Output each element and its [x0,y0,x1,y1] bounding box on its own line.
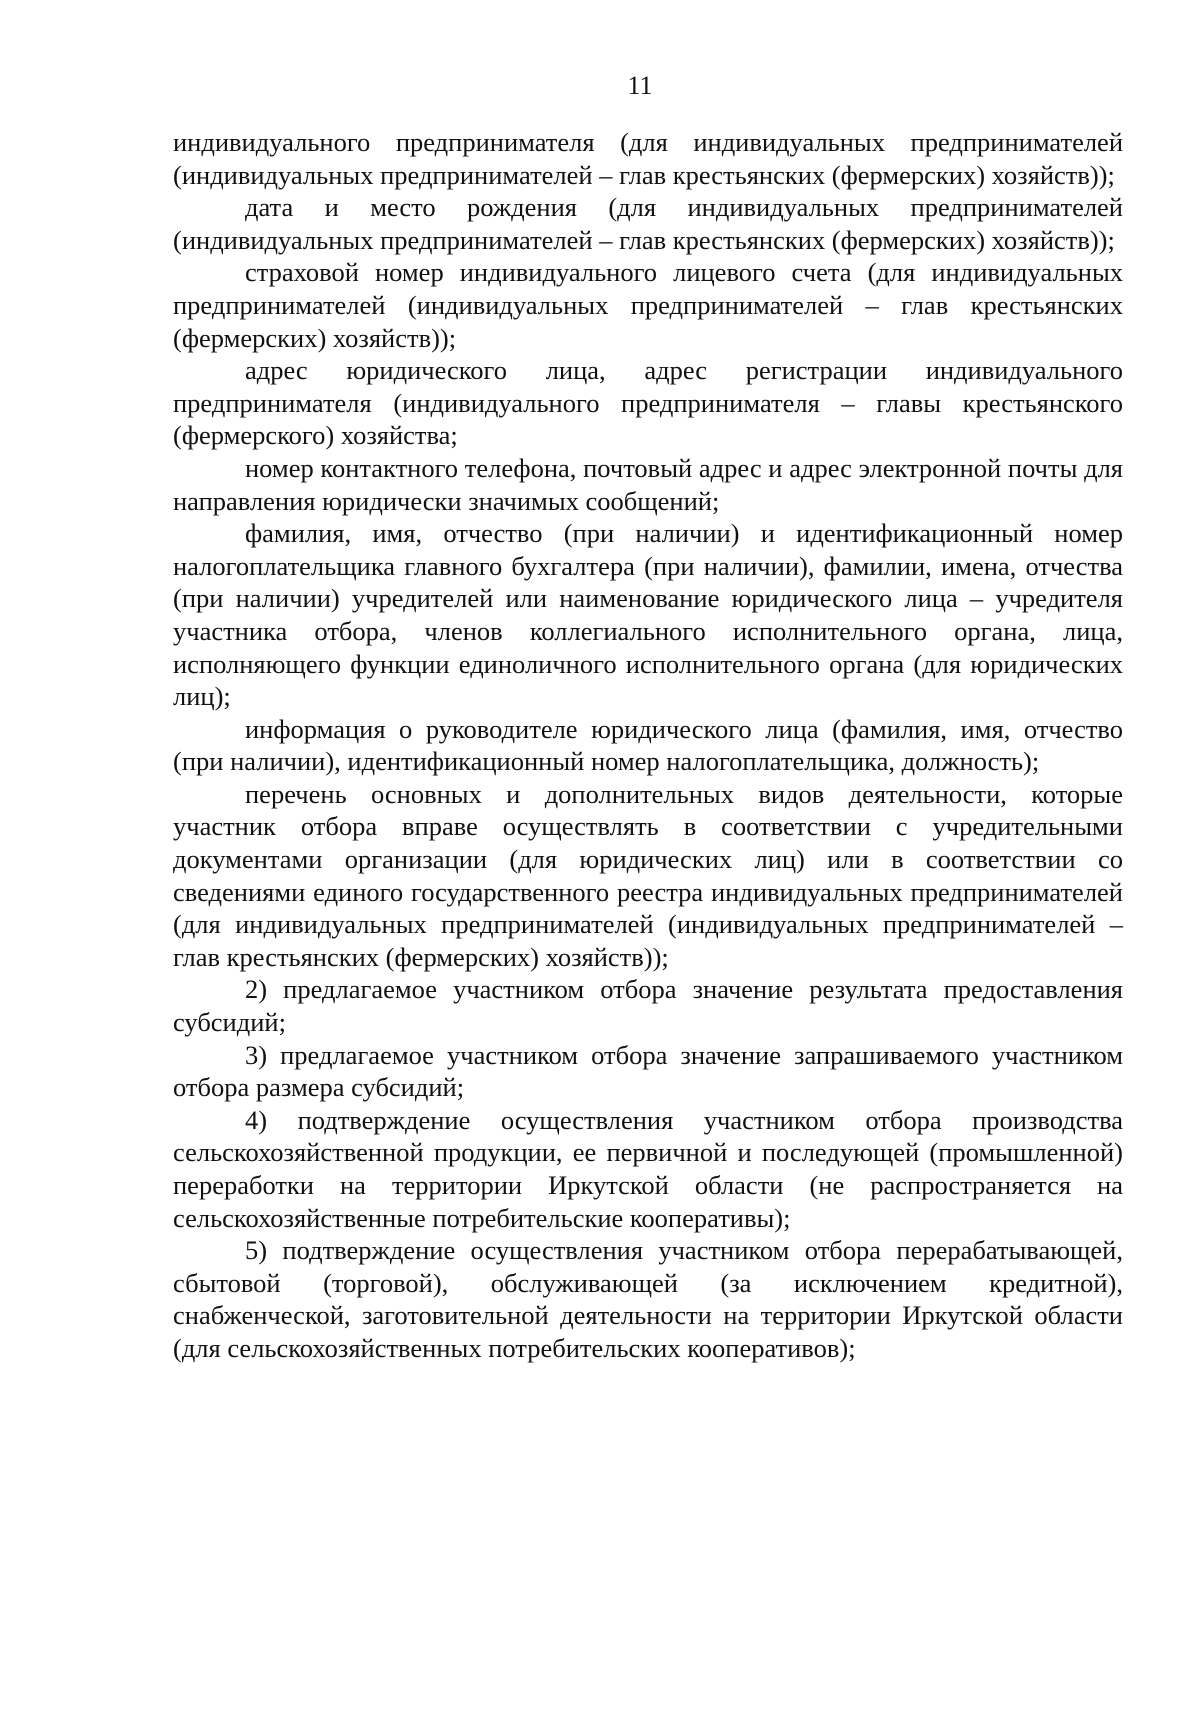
paragraph-item-4: 4) подтверждение осуществления участником отбора производства сельскохозяйственной продукции, ее первичной и последующей (промышленной) переработки на территории Иркутской области (не распространяется на сельскохозяйственные потребительские кооперативы); [173,1104,1123,1233]
paragraph-item-3: 3) предлагаемое участником отбора значение запрашиваемого участником отбора размера субсидий; [173,1039,1123,1103]
paragraph-activity-types: перечень основных и дополнительных видов деятельности, которые участник отбора вправе осуществлять в соответствии с учредительными документами организации (для юридических лиц) или в соответствии со сведениями единого государственного реестра индивидуальных предпринимателей (для индивидуальных предпринимателей (индивидуальных предпринимателей – глав крестьянских (фермерских) хозяйств)); [173,778,1123,972]
paragraph-insurance-number: страховой номер индивидуального лицевого счета (для индивидуальных предпринимателей (индивидуальных предпринимателей – глав крестьянских (фермерских) хозяйств)); [173,257,1123,353]
paragraph-birth-date-place: дата и место рождения (для индивидуальных предпринимателей (индивидуальных предпринимателей – глав крестьянских (фермерских) хозяйств)); [173,192,1123,255]
paragraph-contact-info: номер контактного телефона, почтовый адрес и адрес электронной почты для направления юридически значимых сообщений; [173,452,1123,516]
paragraph-accountant-founders: фамилия, имя, отчество (при наличии) и идентификационный номер налогоплательщика главного бухгалтера (при наличии), фамилии, имена, отчества (при наличии) учредителей или наименование юридического лица – учредителя участника отбора, членов коллегиального исполнительного органа, лица, исполняющего функции единоличного исполнительного органа (для юридических лиц); [173,518,1123,712]
paragraph-continuation: индивидуального предпринимателя (для индивидуальных предпринимателей (индивидуальных предпринимателей – глав крестьянских (фермерских) хозяйств)); [173,127,1123,190]
document-body [173,126,1123,1365]
paragraph-item-5: 5) подтверждение осуществления участником отбора перерабатывающей, сбытовой (торговой), обслуживающей (за исключением кредитной), снабженческой, заготовительной деятельности на территории Иркутской области (для сельскохозяйственных потребительских кооперативов); [173,1235,1123,1363]
paragraph-manager-info: информация о руководителе юридического лица (фамилия, имя, отчество (при наличии), идентификационный номер налогоплательщика, должность); [173,713,1123,777]
page-number: 11 [627,71,653,100]
paragraph-item-2: 2) предлагаемое участником отбора значение результата предоставления субсидий; [173,974,1123,1038]
paragraph-legal-address: адрес юридического лица, адрес регистрации индивидуального предпринимателя (индивидуального предпринимателя – главы крестьянского (фермерского) хозяйства; [173,355,1123,451]
